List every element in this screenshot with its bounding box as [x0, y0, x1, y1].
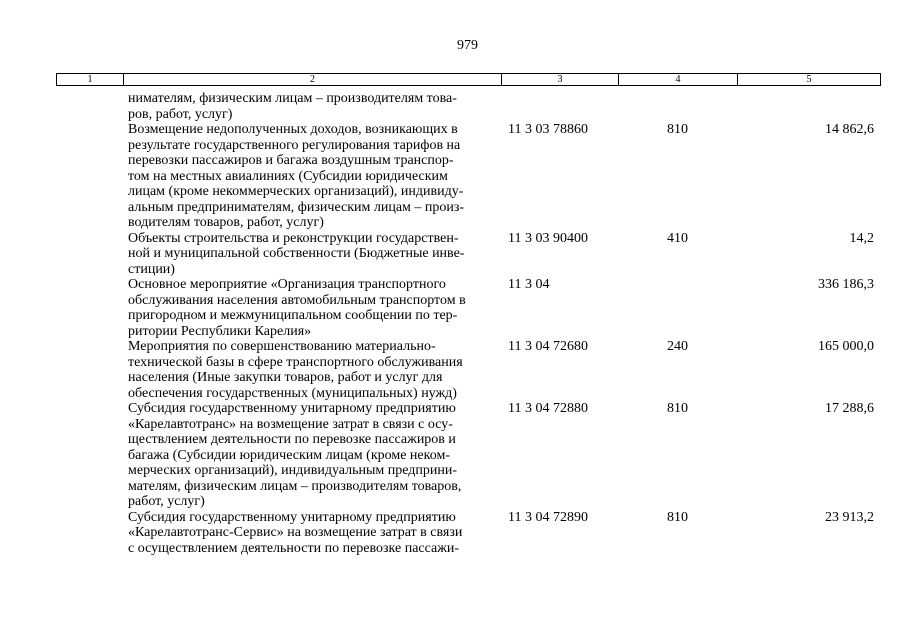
page-number: 979 [457, 38, 478, 53]
row-description: Мероприятия по совершенствованию материально- технической базы в сфере транспортного обслуживания населения (Иные закупки товаров, работ и услуг для обеспечения государственных (муниципальных) нужд) [128, 339, 463, 401]
row-expense-type: 810 [667, 122, 688, 137]
row-amount: 23 913,2 [825, 509, 874, 525]
row-description: Субсидия государственному унитарному предприятию «Карелавтотранс» на возмещение затрат в связи с осу- ществлением деятельности по перевозке пассажиров и багажа (Субсидии юридическим лицам (кроме неком- мерческих организаций), индивидуальным предприни- мателям, физическим лицам – производителям товаров, работ, услуг) [128, 401, 462, 509]
column-header-table [56, 73, 881, 86]
table-row [0, 122, 905, 231]
row-expense-type: 810 [667, 401, 688, 416]
table-row [0, 277, 905, 339]
row-code: 11 3 03 90400 [508, 230, 588, 246]
column-header-4: 4 [619, 74, 738, 86]
row-amount: 14,2 [849, 230, 874, 246]
row-description: Основное мероприятие «Организация транспортного обслуживания населения автомобильным транспортом в пригородном и межмуниципальном сообщении по тер- ритории Республики Карелия» [128, 277, 466, 339]
row-code: 11 3 04 72680 [508, 339, 588, 354]
column-header-5: 5 [738, 74, 881, 86]
budget-table-body [0, 91, 905, 556]
row-expense-type: 240 [667, 339, 688, 354]
row-code: 11 3 04 72880 [508, 401, 588, 416]
column-header-2: 2 [124, 74, 502, 86]
row-expense-type: 810 [667, 509, 688, 525]
row-amount: 14 862,6 [825, 122, 874, 137]
row-description: Субсидия государственному унитарному предприятию «Карелавтотранс-Сервис» на возмещение затрат в связи с осуществлением деятельности по перевозке пассажи- [128, 509, 463, 556]
row-code: 11 3 03 78860 [508, 122, 588, 137]
row-description: нимателям, физическим лицам – производителям това- ров, работ, услуг) [128, 91, 457, 122]
row-amount: 165 000,0 [818, 339, 874, 354]
table-row [0, 339, 905, 401]
column-header-1: 1 [57, 74, 124, 86]
table-row [0, 401, 905, 510]
column-header-row [57, 74, 881, 86]
row-expense-type: 410 [667, 230, 688, 246]
table-row [0, 91, 905, 122]
table-row [0, 231, 905, 278]
row-description: Объекты строительства и реконструкции государствен- ной и муниципальной собственности (Бюджетные инве- стиции) [128, 230, 465, 277]
row-amount: 17 288,6 [825, 401, 874, 416]
table-row [0, 510, 905, 557]
row-code: 11 3 04 72890 [508, 509, 588, 525]
row-amount: 336 186,3 [818, 277, 874, 292]
row-description: Возмещение недополученных доходов, возникающих в результате государственного регулирования тарифов на перевозки пассажиров и багажа воздушным транспор- том на местных авиалиниях (Субсидии юридическим лицам (кроме некоммерческих организаций), индивиду- альным предпринимателям, физическим лицам – произ- водителям товаров, работ, услуг) [128, 122, 465, 230]
row-code: 11 3 04 [508, 277, 550, 292]
column-header-3: 3 [502, 74, 619, 86]
